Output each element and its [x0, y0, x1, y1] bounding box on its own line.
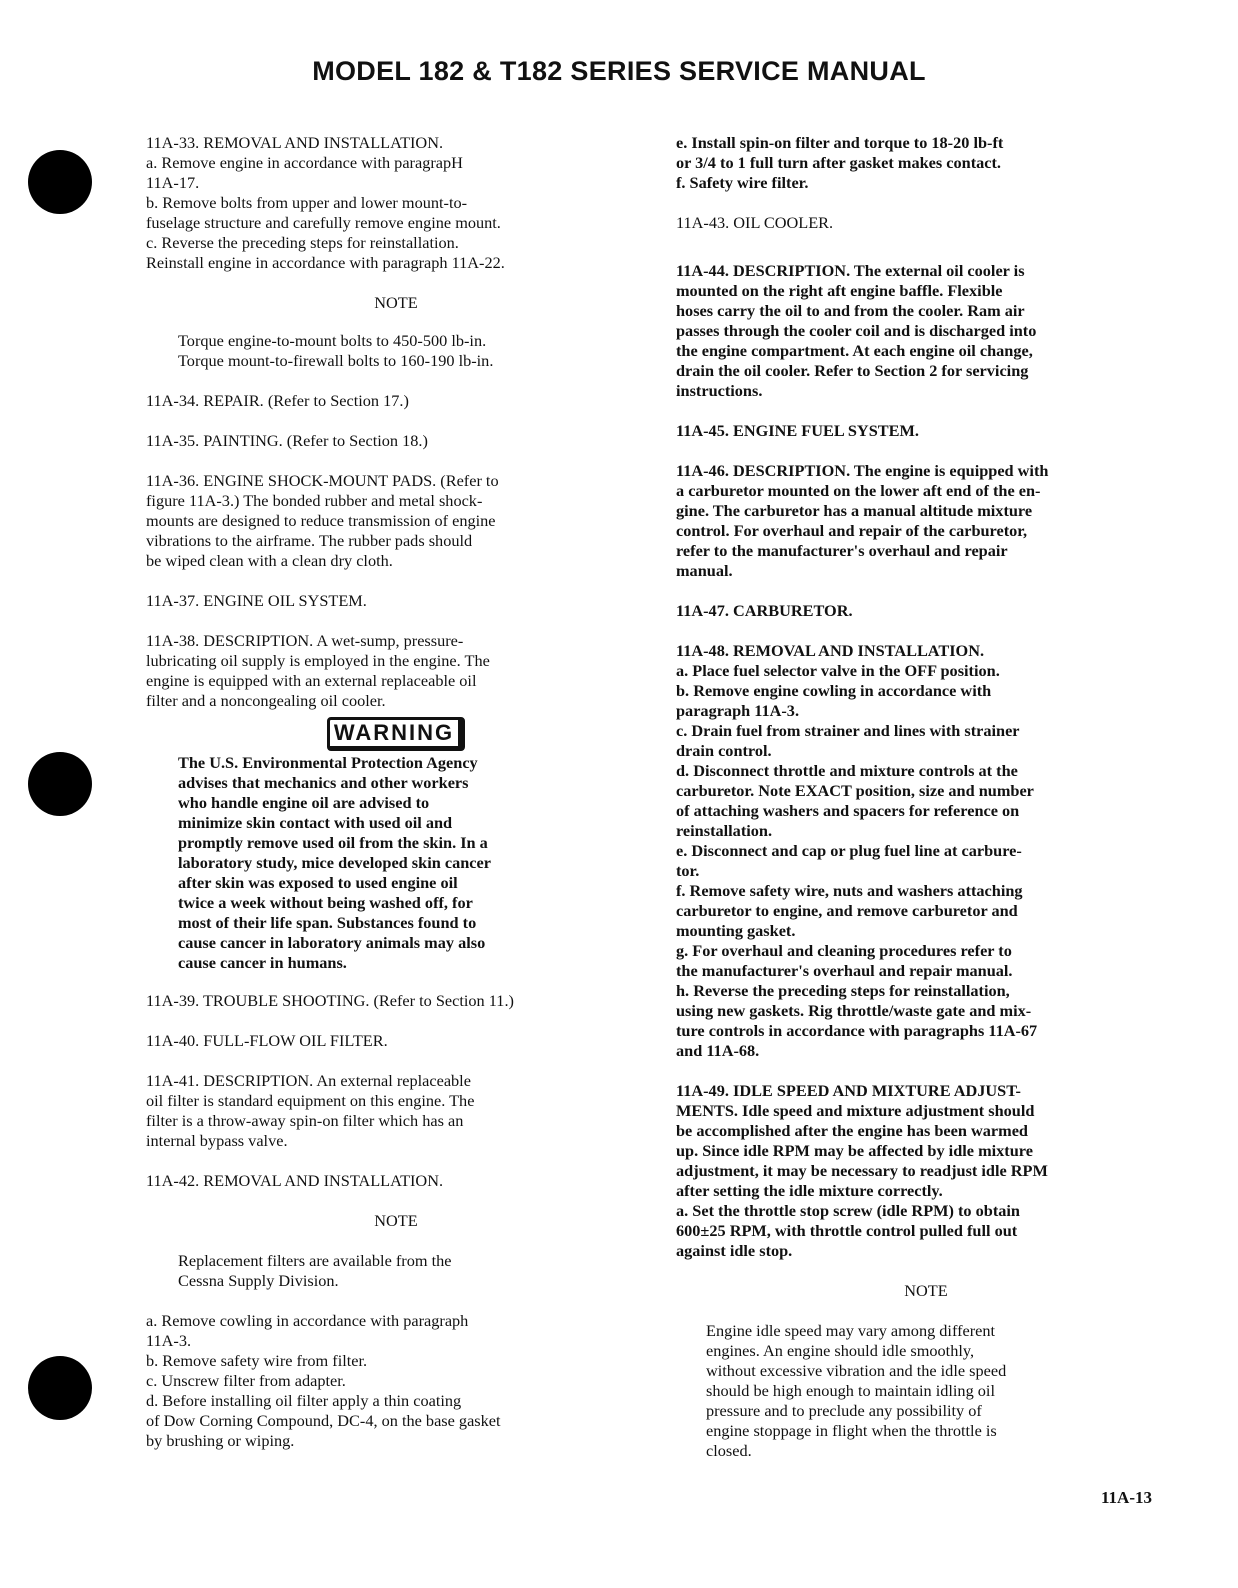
text-line: e. Disconnect and cap or plug fuel line at carbure-: [676, 841, 1022, 860]
text-line: b. Remove safety wire from filter.: [146, 1351, 368, 1370]
page-title: MODEL 182 & T182 SERIES SERVICE MANUAL: [312, 56, 926, 86]
text-line: carburetor. Note EXACT position, size and number: [676, 781, 1034, 800]
text-line: 11A-46. DESCRIPTION. The engine is equipped with: [676, 461, 1049, 480]
text-line: 11A-43. OIL COOLER.: [676, 213, 834, 232]
text-line: 11A-38. DESCRIPTION. A wet-sump, pressure-: [146, 631, 464, 650]
text-line: f. Safety wire filter.: [676, 173, 809, 192]
text-line: fuselage structure and carefully remove engine mount.: [146, 213, 501, 232]
warning-line: minimize skin contact with used oil and: [178, 813, 453, 832]
text-line: of Dow Corning Compound, DC-4, on the base gasket: [146, 1411, 501, 1430]
warning-line: cause cancer in humans.: [178, 953, 347, 972]
warning-text: [146, 753, 646, 973]
text-line: c. Reverse the preceding steps for reinstallation.: [146, 233, 459, 252]
text-line: 11A-47. CARBURETOR.: [676, 601, 853, 620]
left-column: [146, 133, 646, 1451]
text-line: paragraph 11A-3.: [676, 701, 800, 720]
warning-line: twice a week without being washed off, for: [178, 893, 473, 912]
text-line: a. Remove cowling in accordance with paragraph: [146, 1311, 469, 1330]
warning-line: promptly remove used oil from the skin. In a: [178, 833, 488, 852]
text-line: 11A-34. REPAIR. (Refer to Section 17.): [146, 391, 409, 410]
text-line: drain the oil cooler. Refer to Section 2 for servicing: [676, 361, 1029, 380]
text-line: by brushing or wiping.: [146, 1431, 295, 1450]
binder-hole-top: [28, 150, 92, 214]
binder-hole-middle: [28, 752, 92, 816]
text-line: mounted on the right aft engine baffle. Flexible: [676, 281, 1003, 300]
text-line: instructions.: [676, 381, 763, 400]
text-line: against idle stop.: [676, 1241, 793, 1260]
text-line: filter is a throw-away spin-on filter which has an: [146, 1111, 464, 1130]
text-line: a. Remove engine in accordance with paragrapH: [146, 153, 463, 172]
text-line: after setting the idle mixture correctly.: [676, 1181, 943, 1200]
warning-line: most of their life span. Substances found to: [178, 913, 477, 932]
text-line: internal bypass valve.: [146, 1131, 288, 1150]
note-heading: NOTE: [374, 1211, 418, 1230]
note-text: pressure and to preclude any possibility of: [706, 1401, 982, 1420]
text-line: gine. The carburetor has a manual altitude mixture: [676, 501, 1033, 520]
warning-label: WARNING: [327, 717, 465, 751]
text-line: mounts are designed to reduce transmission of engine: [146, 511, 496, 530]
note-text: Torque engine-to-mount bolts to 450-500 lb-in.: [178, 331, 487, 350]
warning-line: laboratory study, mice developed skin cancer: [178, 853, 491, 872]
text-line: b. Remove bolts from upper and lower mount-to-: [146, 193, 468, 212]
note-text: Torque mount-to-firewall bolts to 160-190 lb-in.: [178, 351, 494, 370]
note-text: closed.: [706, 1441, 752, 1460]
note-heading: NOTE: [904, 1281, 948, 1300]
text-line: lubricating oil supply is employed in the engine. The: [146, 651, 490, 670]
text-line: ture controls in accordance with paragraphs 11A-67: [676, 1021, 1038, 1040]
warning-line: The U.S. Environmental Protection Agency: [178, 753, 478, 772]
warning-line: advises that mechanics and other workers: [178, 773, 469, 792]
text-line: or 3/4 to 1 full turn after gasket makes contact.: [676, 153, 1001, 172]
note-text: Replacement filters are available from the: [178, 1251, 452, 1270]
text-line: a. Place fuel selector valve in the OFF position.: [676, 661, 1000, 680]
text-line: a. Set the throttle stop screw (idle RPM) to obtain: [676, 1201, 1020, 1220]
text-line: 11A-35. PAINTING. (Refer to Section 18.): [146, 431, 428, 450]
text-line: control. For overhaul and repair of the carburetor,: [676, 521, 1028, 540]
text-line: 11A-44. DESCRIPTION. The external oil cooler is: [676, 261, 1025, 280]
text-line: filter and a noncongealing oil cooler.: [146, 691, 386, 710]
text-line: 11A-36. ENGINE SHOCK-MOUNT PADS. (Refer to: [146, 471, 499, 490]
text-line: 11A-42. REMOVAL AND INSTALLATION.: [146, 1171, 444, 1190]
text-line: oil filter is standard equipment on this engine. The: [146, 1091, 475, 1110]
text-line: d. Before installing oil filter apply a thin coating: [146, 1391, 462, 1410]
note-text: engine stoppage in flight when the throttle is: [706, 1421, 997, 1440]
text-line: 11A-48. REMOVAL AND INSTALLATION.: [676, 641, 985, 660]
text-line: MENTS. Idle speed and mixture adjustment should: [676, 1101, 1035, 1120]
text-line: reinstallation.: [676, 821, 773, 840]
text-line: the engine compartment. At each engine oil change,: [676, 341, 1033, 360]
text-line: 11A-45. ENGINE FUEL SYSTEM.: [676, 421, 919, 440]
note-text: engines. An engine should idle smoothly,: [706, 1341, 975, 1360]
note-block: [676, 1321, 1176, 1461]
page-number: 11A-13: [1101, 1488, 1152, 1507]
text-line: c. Unscrew filter from adapter.: [146, 1371, 346, 1390]
text-line: 11A-49. IDLE SPEED AND MIXTURE ADJUST-: [676, 1081, 1021, 1100]
note-text: without excessive vibration and the idle speed: [706, 1361, 1007, 1380]
text-line: h. Reverse the preceding steps for reinstallation,: [676, 981, 1010, 1000]
text-line: and 11A-68.: [676, 1041, 760, 1060]
text-line: a carburetor mounted on the lower aft end of the en-: [676, 481, 1041, 500]
text-line: 600±25 RPM, with throttle control pulled full out: [676, 1221, 1018, 1240]
text-line: be wiped clean with a clean dry cloth.: [146, 551, 393, 570]
text-line: drain control.: [676, 741, 772, 760]
text-line: adjustment, it may be necessary to readjust idle RPM: [676, 1161, 1048, 1180]
text-line: of attaching washers and spacers for reference on: [676, 801, 1020, 820]
text-line: 11A-17.: [146, 173, 200, 192]
note-text: Engine idle speed may vary among different: [706, 1321, 996, 1340]
text-line: 11A-37. ENGINE OIL SYSTEM.: [146, 591, 367, 610]
note-heading: NOTE: [374, 293, 418, 312]
text-line: f. Remove safety wire, nuts and washers attaching: [676, 881, 1023, 900]
warning-line: cause cancer in laboratory animals may also: [178, 933, 486, 952]
text-line: using new gaskets. Rig throttle/waste gate and mix-: [676, 1001, 1032, 1020]
text-line: e. Install spin-on filter and torque to 18-20 lb-ft: [676, 133, 1004, 152]
text-line: b. Remove engine cowling in accordance with: [676, 681, 992, 700]
text-line: 11A-3.: [146, 1331, 192, 1350]
text-line: engine is equipped with an external replaceable oil: [146, 671, 477, 690]
text-line: mounting gasket.: [676, 921, 796, 940]
text-line: d. Disconnect throttle and mixture controls at the: [676, 761, 1018, 780]
text-line: passes through the cooler coil and is discharged into: [676, 321, 1037, 340]
text-line: 11A-40. FULL-FLOW OIL FILTER.: [146, 1031, 388, 1050]
right-column: [676, 133, 1176, 1461]
warning-line: who handle engine oil are advised to: [178, 793, 430, 812]
text-line: Reinstall engine in accordance with paragraph 11A-22.: [146, 253, 505, 272]
text-line: figure 11A-3.) The bonded rubber and metal shock-: [146, 491, 483, 510]
text-line: up. Since idle RPM may be affected by idle mixture: [676, 1141, 1033, 1160]
text-line: hoses carry the oil to and from the cooler. Ram air: [676, 301, 1025, 320]
text-line: g. For overhaul and cleaning procedures refer to: [676, 941, 1012, 960]
text-line: 11A-39. TROUBLE SHOOTING. (Refer to Section 11.): [146, 991, 514, 1010]
text-line: refer to the manufacturer's overhaul and repair: [676, 541, 1008, 560]
note-text: should be high enough to maintain idling oil: [706, 1381, 995, 1400]
text-line: tor.: [676, 861, 700, 880]
text-line: 11A-41. DESCRIPTION. An external replaceable: [146, 1071, 471, 1090]
text-line: 11A-33. REMOVAL AND INSTALLATION.: [146, 133, 444, 152]
text-line: c. Drain fuel from strainer and lines with strainer: [676, 721, 1020, 740]
text-line: vibrations to the airframe. The rubber pads should: [146, 531, 473, 550]
note-text: Cessna Supply Division.: [178, 1271, 339, 1290]
text-line: be accomplished after the engine has been warmed: [676, 1121, 1028, 1140]
binder-hole-bottom: [28, 1356, 92, 1420]
text-line: carburetor to engine, and remove carburetor and: [676, 901, 1018, 920]
text-line: the manufacturer's overhaul and repair manual.: [676, 961, 1013, 980]
text-line: manual.: [676, 561, 733, 580]
warning-line: after skin was exposed to used engine oil: [178, 873, 458, 892]
